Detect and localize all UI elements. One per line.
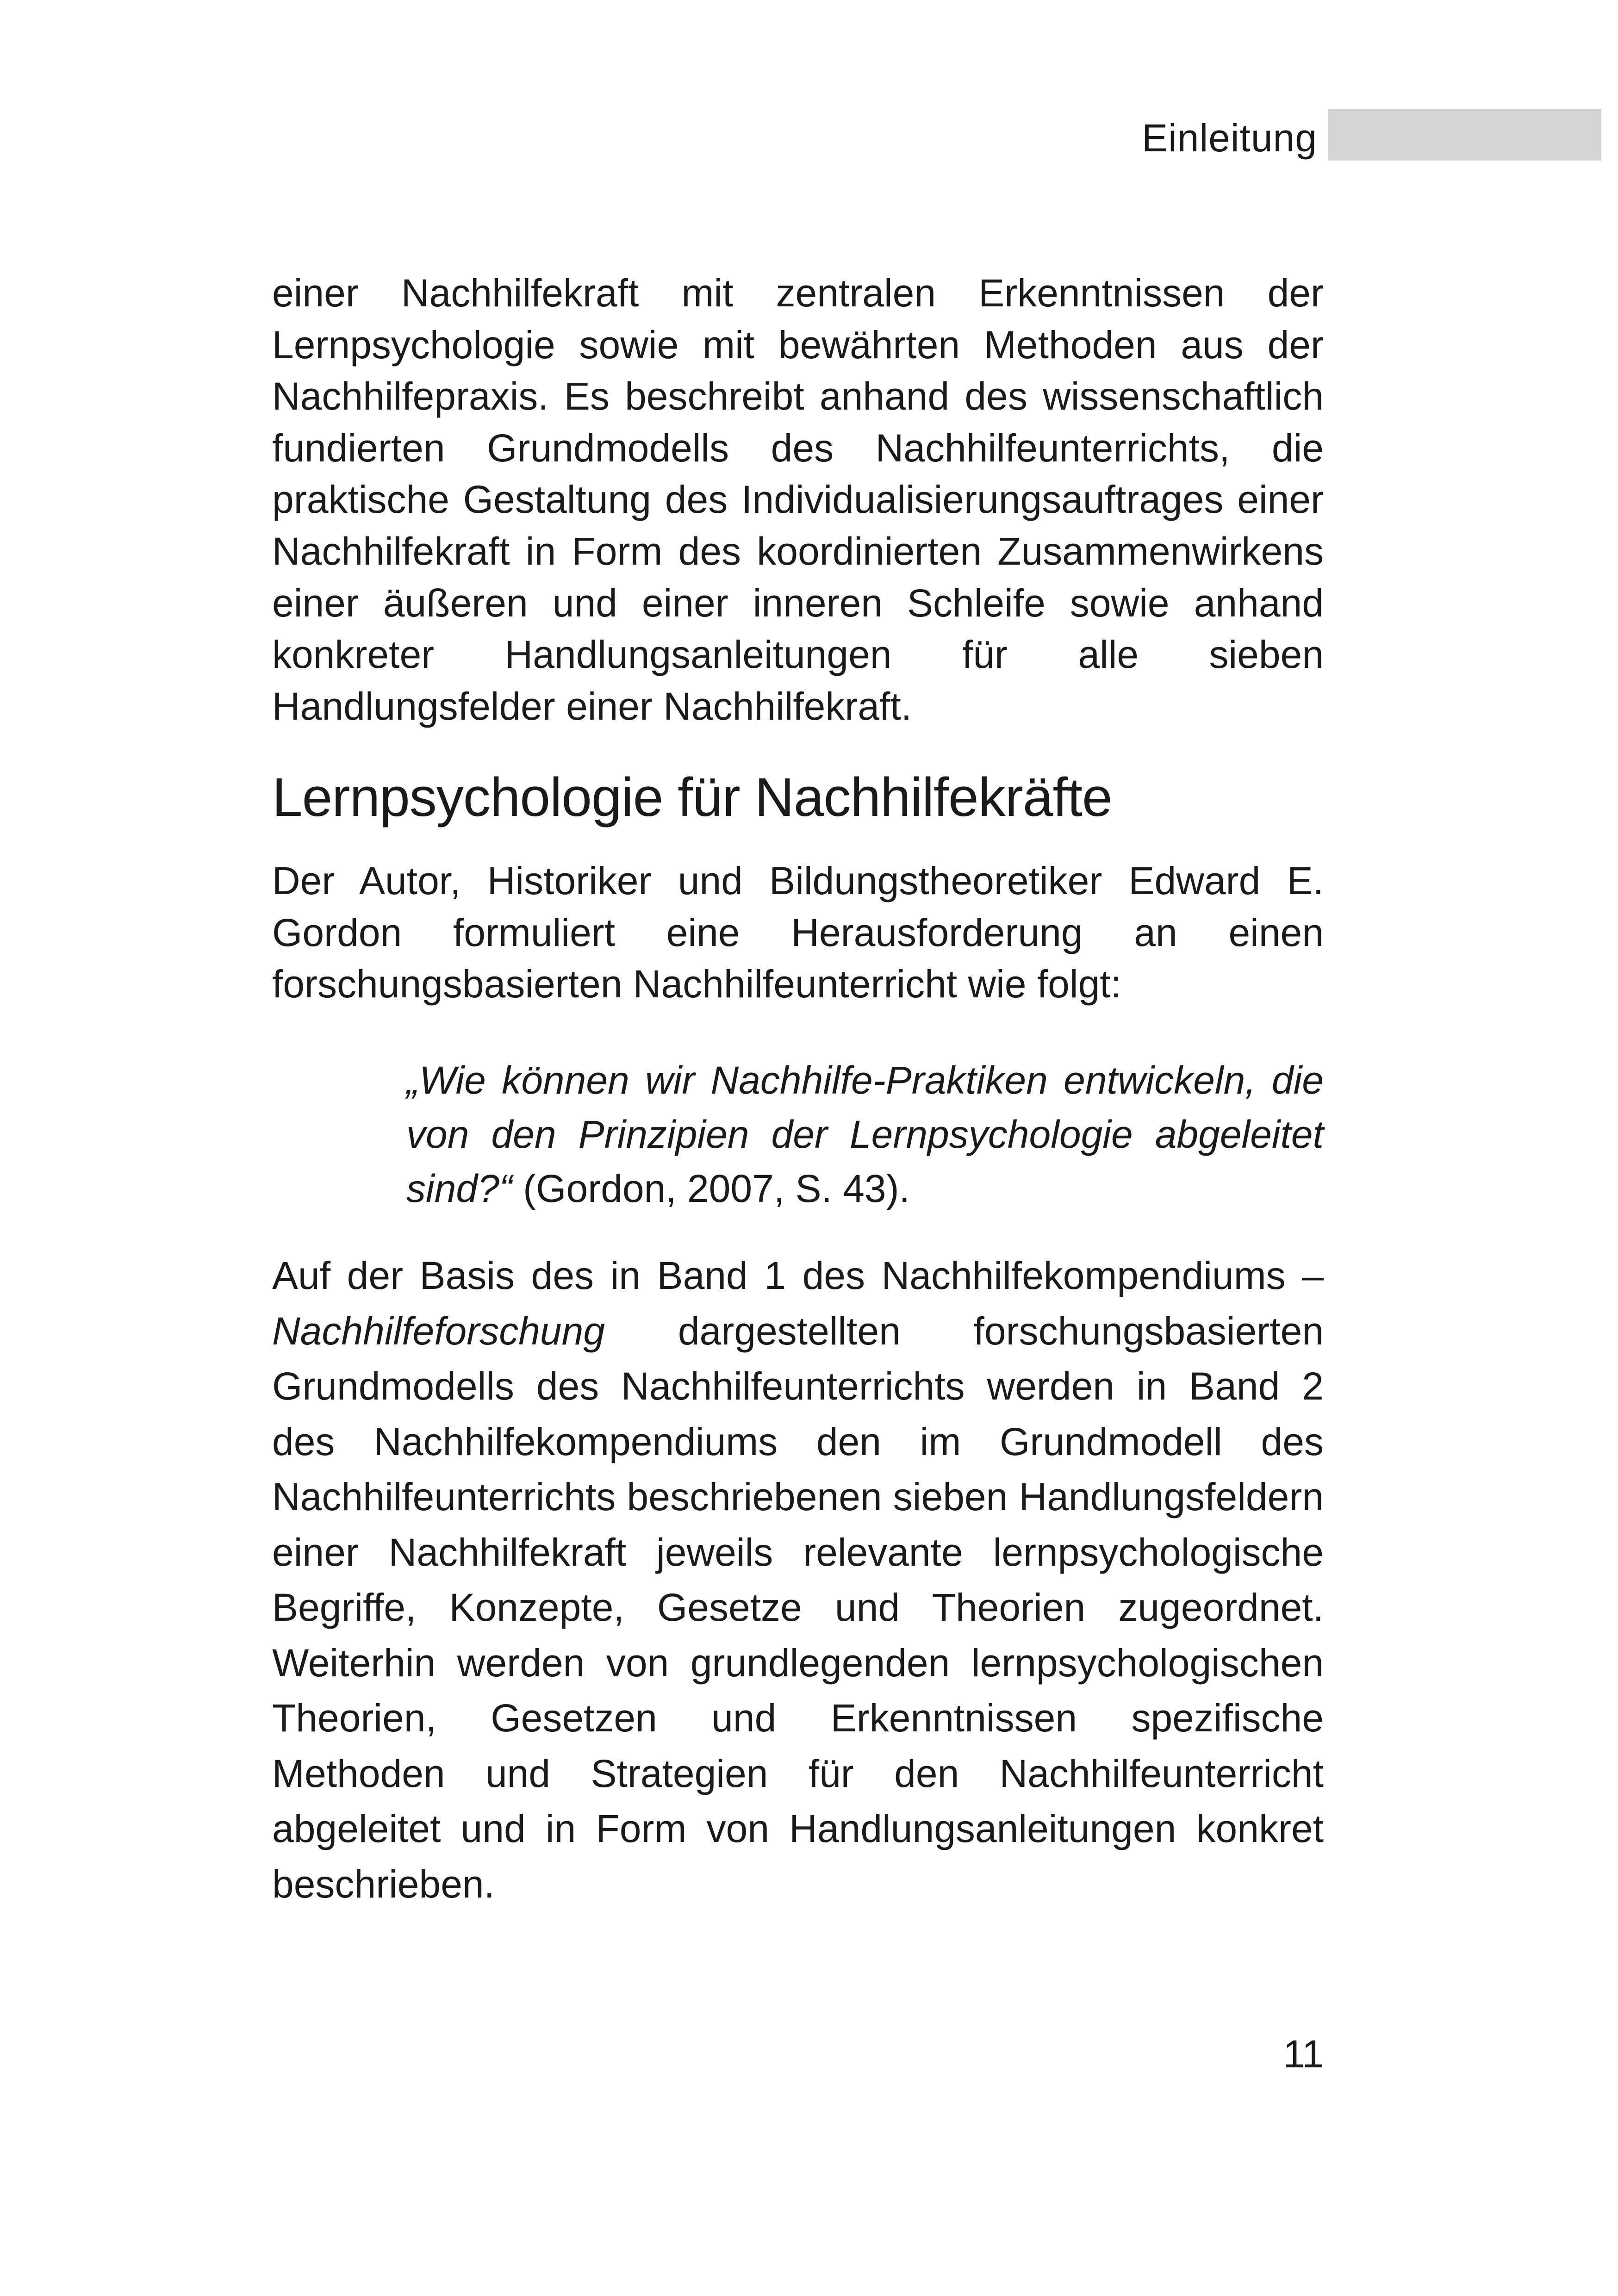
section-heading: Lernpsychologie für Nachhilfekräfte xyxy=(272,767,1112,828)
body-paragraph-1 xyxy=(272,268,1324,732)
body-paragraph-2 xyxy=(272,855,1324,1010)
paragraph-2-text: Der Autor, Historiker und Bildungstheoretiker Edward E. Gordon formuliert eine Herausforderung an einen forschungsbasierten Nachhilfeunterricht wie folgt: xyxy=(272,859,1324,1006)
page-number: 11 xyxy=(1283,2032,1324,2076)
quote-text: „Wie können wir Nachhilfe-Praktiken entwickeln, die von den Prinzipien der Lernpsychologie abgeleitet sind?“ xyxy=(406,1058,1324,1210)
paragraph-3-book-title: Nachhilfeforschung xyxy=(272,1309,605,1353)
paragraph-3-lead: Auf der Basis des in Band 1 des Nachhilfekompendiums – xyxy=(272,1254,1324,1297)
running-header: Einleitung xyxy=(1142,116,1317,160)
block-quote xyxy=(406,1053,1324,1216)
paragraph-3-rest: dargestellten forschungsbasierten Grundmodells des Nachhilfeunterrichts werden in Band 2 des Nachhilfekompendiums den im Grundmodell des Nachhilfeunterrichts beschriebenen sieben Handlungsfeldern einer Nachhilfekraft jeweils relevante lernpsychologische Begriffe, Konzepte, Gesetze und Theorien zugeordnet. Weiterhin werden von grundlegenden lernpsychologischen Theorien, Gesetzen und Erkenntnissen spezifische Methoden und Strategien für den Nachhilfeunterricht abgeleitet und in Form von Handlungsanleitungen konkret beschrieben. xyxy=(272,1309,1324,1906)
body-paragraph-3 xyxy=(272,1248,1324,1912)
paragraph-1-text: einer Nachhilfekraft mit zentralen Erkenntnissen der Lernpsychologie sowie mit bewährten Methoden aus der Nachhilfepraxis. Es beschreibt anhand des wissenschaftlich fundierten Grundmodells des Nachhilfeunterrichts, die praktische Gestaltung des Individualisierungsauftrages einer Nachhilfekraft in Form des koordinierten Zusammenwirkens einer äußeren und einer inneren Schleife sowie anhand konkreter Handlungsanleitungen für alle sieben Handlungsfelder einer Nachhilfekraft. xyxy=(272,271,1324,728)
paragraph-3-text xyxy=(272,1248,1324,1912)
header-tab-bar xyxy=(1328,109,1601,161)
quote-citation: (Gordon, 2007, S. 43). xyxy=(523,1167,910,1210)
